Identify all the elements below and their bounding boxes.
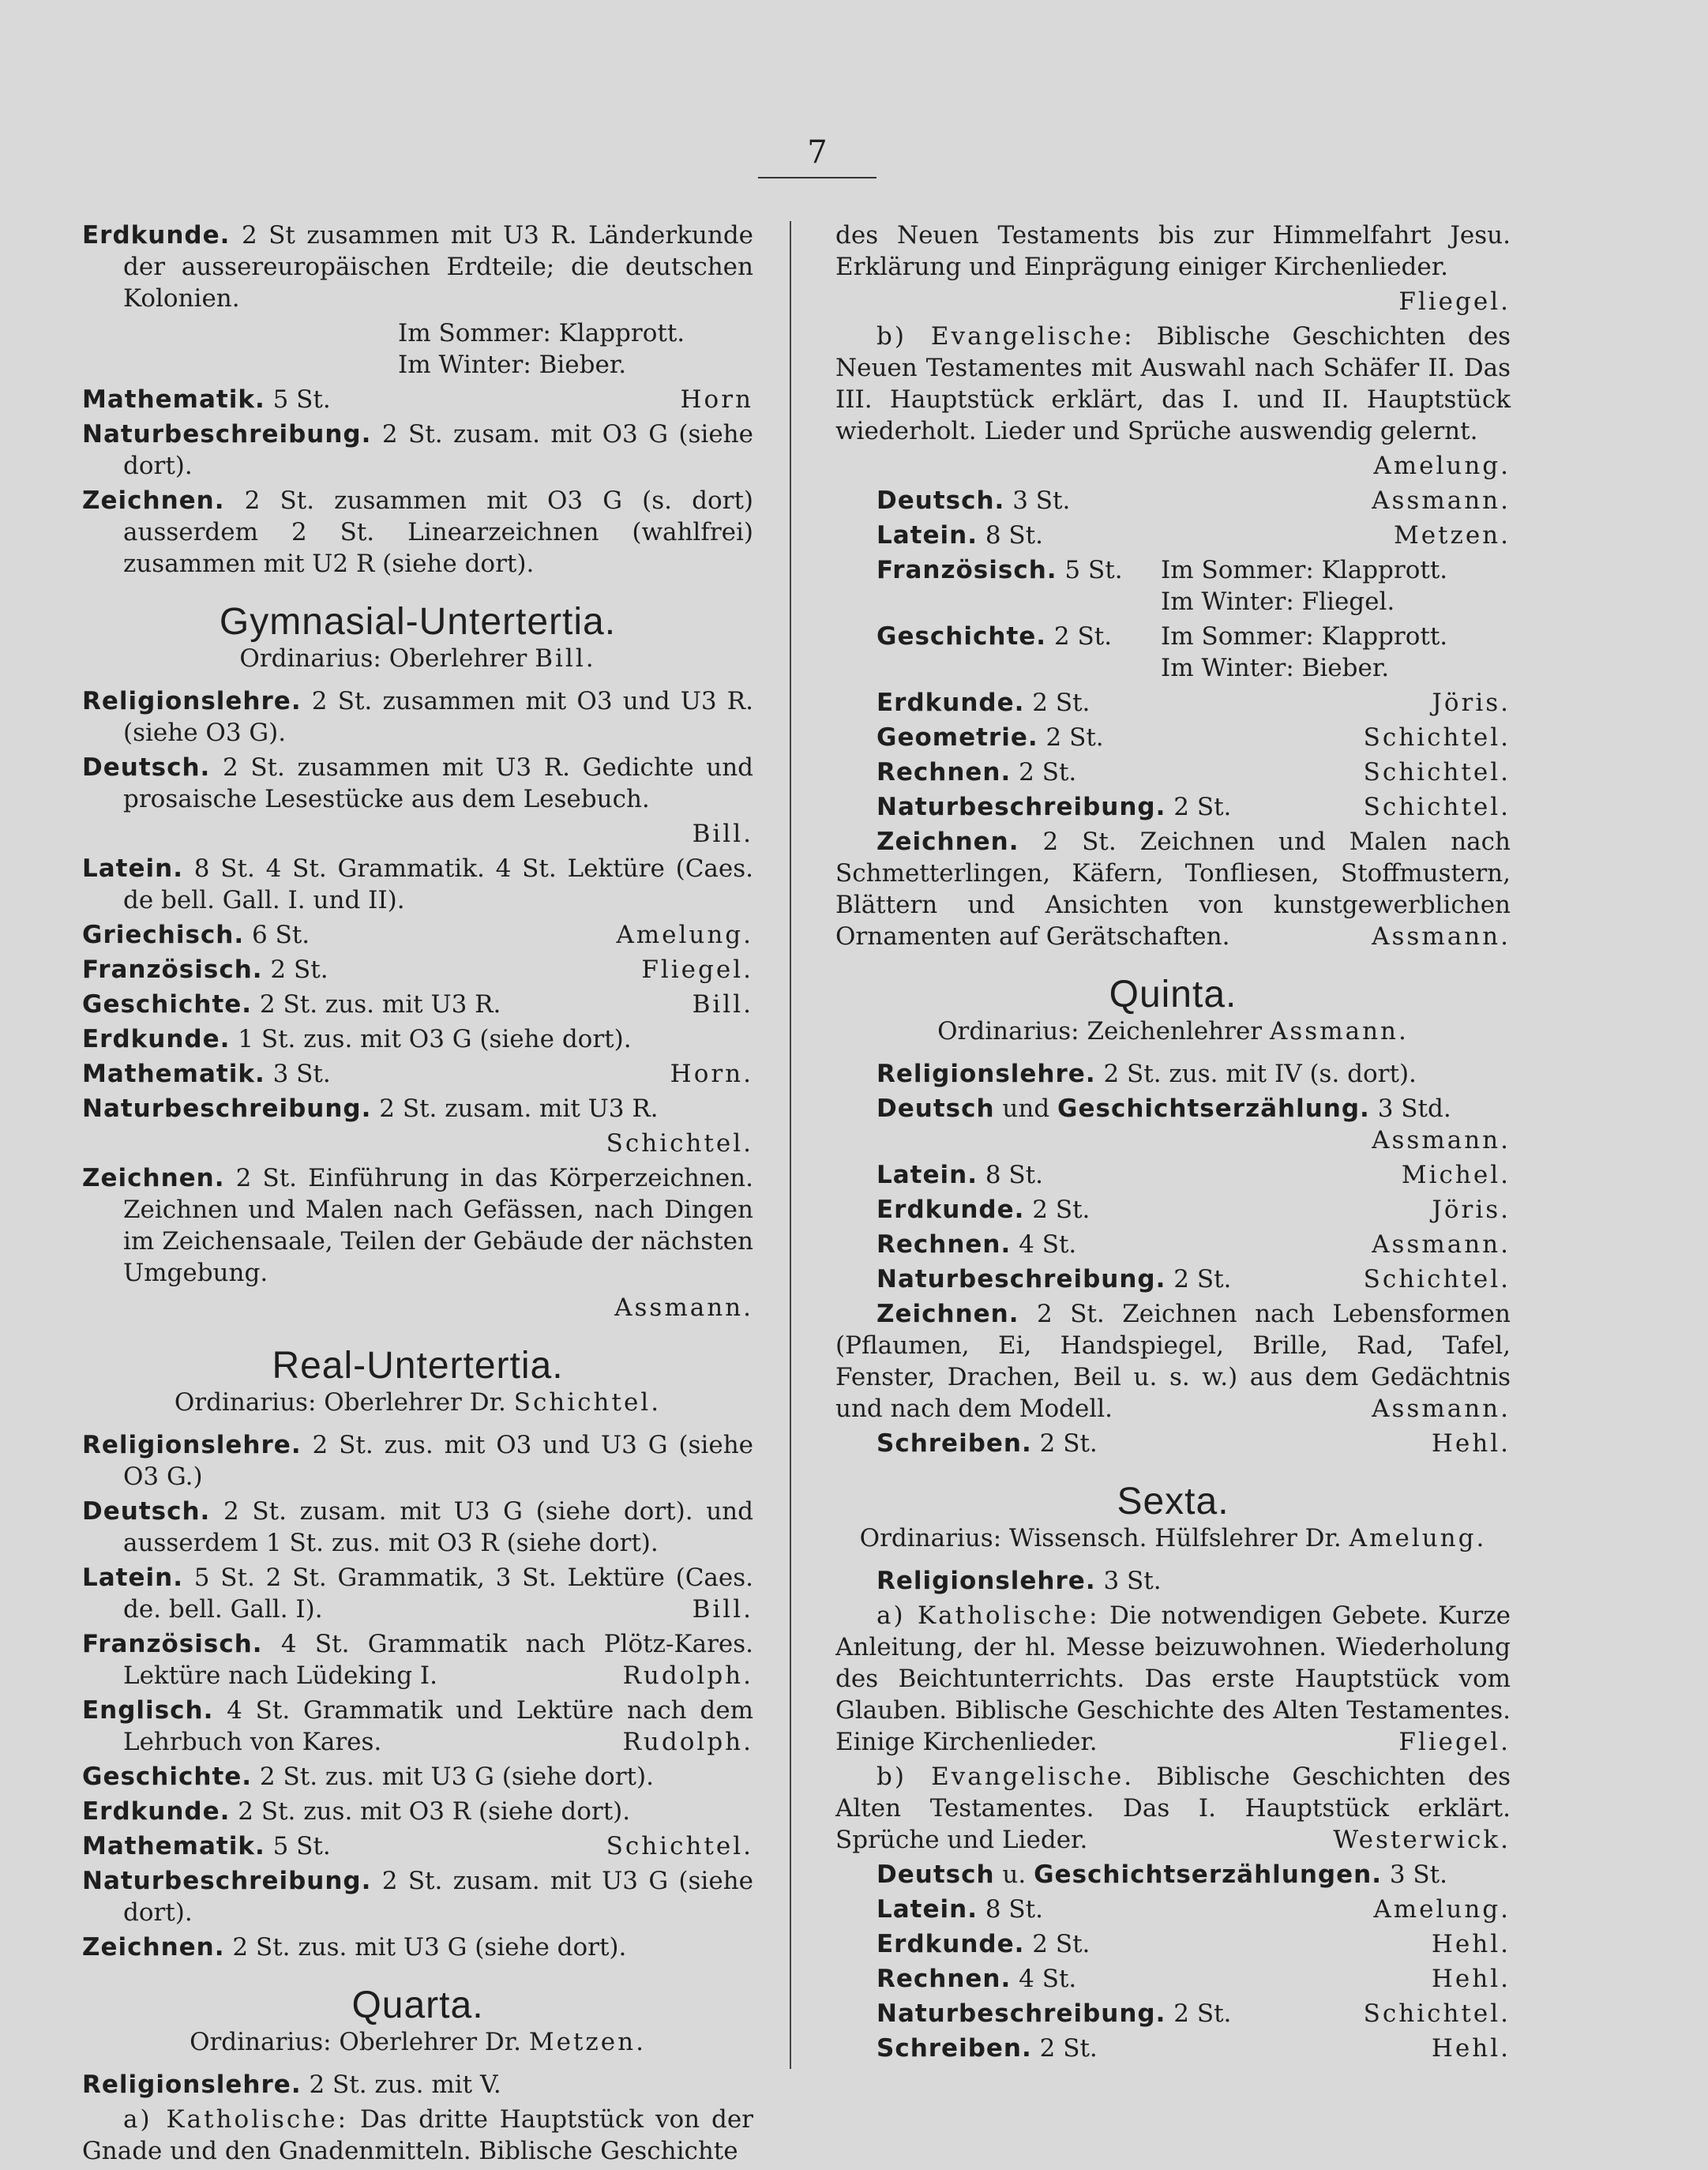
rechnen-entry: Rechnen. 4 St. Assmann. — [877, 1230, 1511, 1259]
geschichte-entry: Geschichte. 2 St. zus. mit U3 R. Bill. — [82, 990, 753, 1019]
naturbeschreibung-teacher: Schichtel. — [606, 1129, 753, 1158]
schreiben-entry: Schreiben. 2 St. Hehl. — [877, 1429, 1511, 1458]
erdkunde-entry: Erdkunde. 1 St. zus. mit O3 G (siehe dort). — [82, 1025, 632, 1053]
section-title-quinta: Quinta. — [1109, 974, 1237, 1016]
ordinarius-real-untertertia: Ordinarius: Oberlehrer Dr. Schichtel. — [174, 1388, 662, 1417]
erdkunde-entry: Erdkunde. 2 St. Jöris. — [877, 1196, 1511, 1224]
erdkunde-entry: Erdkunde. 2 St zusammen mit U3 R. Länderkunde der aussereuropäischen Erdteile; die deutschen Kolonien. — [82, 221, 754, 313]
section-title-sexta: Sexta. — [1117, 1481, 1229, 1522]
erdkunde-entry: Erdkunde. 2 St. zus. mit O3 R (siehe dort). — [82, 1797, 631, 1826]
franzoesisch-entry: Französisch. 2 St. Fliegel. — [82, 955, 753, 984]
rechnen-entry: Rechnen. 4 St. Hehl. — [877, 1965, 1511, 1993]
erdkunde-winter: Im Winter: Bieber. — [398, 351, 627, 379]
deutsch-teacher: Assmann. — [1372, 1126, 1511, 1154]
deutsch-entry: Deutsch und Geschichtserzählung. 3 Std. — [877, 1094, 1451, 1123]
section-title-quarta: Quarta. — [351, 1984, 484, 2026]
deutsch-entry: Deutsch. 2 St. zusam. mit U3 G (siehe dort). und ausserdem 1 St. zus. mit O3 R (siehe dort). — [82, 1497, 753, 1557]
ordinarius-quinta: Ordinarius: Zeichenlehrer Assmann. — [937, 1017, 1409, 1046]
griechisch-entry: Griechisch. 6 St. Amelung. — [82, 921, 753, 949]
zeichnen-entry: Zeichnen. 2 St. Einführung in das Körperzeichnen. Zeichnen und Malen nach Gefässen, nach Dingen im Zeichensaale, Teilen der Gebäude der nächsten Umgebung. — [82, 1164, 753, 1287]
katholisch-teacher: Fliegel. — [1398, 287, 1511, 316]
geschichte-entry: Geschichte. 2 St. zus. mit U3 G (siehe dort). — [82, 1763, 654, 1791]
religion-entry: Religionslehre. 3 St. — [877, 1567, 1162, 1595]
naturbeschreibung-entry: Naturbeschreibung. 2 St. zusam. mit O3 G (siehe dort). — [82, 420, 753, 480]
naturbeschreibung-entry: Naturbeschreibung. 2 St. Schichtel. — [877, 793, 1511, 821]
erdkunde-entry: Erdkunde. 2 St. Jöris. — [877, 689, 1511, 717]
katholisch-paragraph: a) Katholische: Das dritte Hauptstück von der Gnade und den Gnadenmitteln. Biblische Geschichte — [82, 2105, 753, 2165]
evangelisch-paragraph: b) Evangelische: Biblische Geschichten des Neuen Testamentes mit Auswahl nach Schäfer II. Das III. Hauptstück erklärt, das I. und II. Hauptstück wiederholt. Lieder und Sprüche auswendig gelernt. — [835, 322, 1511, 445]
latein-entry: Latein. 8 St. Amelung. — [877, 1895, 1511, 1924]
latein-entry: Latein. 8 St. 4 St. Grammatik. 4 St. Lektüre (Caes. de bell. Gall. I. und II). — [82, 854, 753, 914]
deutsch-entry: Deutsch. 3 St. Assmann. — [877, 486, 1511, 515]
zeichnen-teacher: Assmann. — [614, 1293, 753, 1322]
right-column — [835, 220, 1511, 2067]
franzoesisch-entry: Französisch. 5 St. Im Sommer: Klapprott. Im Winter: Fliegel. — [877, 556, 1448, 616]
deutsch-entry: Deutsch. 2 St. zusammen mit U3 R. Gedichte und prosaische Lesestücke aus dem Lesebuch. — [82, 753, 754, 813]
section-title-gym-untertertia: Gymnasial-Untertertia. — [219, 601, 617, 643]
erdkunde-entry: Erdkunde. 2 St. Hehl. — [877, 1930, 1511, 1958]
naturbeschreibung-entry: Naturbeschreibung. 2 St. Schichtel. — [877, 1265, 1511, 1293]
katholisch-paragraph: a) Katholische: Die notwendigen Gebete. Kurze Anleitung, der hl. Messe beizuwohnen. Wiederholung des Beichtunterrichts. Das erste Hauptstück vom Glauben. Biblische Geschichte des Alten Testamentes. Einige Kirchenlieder. Fliegel. — [835, 1601, 1511, 1756]
evangelisch-paragraph: b) Evangelische. Biblische Geschichten des Alten Testamentes. Das I. Hauptstück erklärt. Sprüche und Lieder. Westerwick. — [835, 1763, 1511, 1854]
zeichnen-entry: Zeichnen. 2 St. Zeichnen nach Lebensformen (Pflaumen, Ei, Handspiegel, Brille, Rad, Tafel, Fenster, Drachen, Beil u. s. w.) aus dem Gedächtnis und nach dem Modell. Assmann. — [835, 1300, 1511, 1423]
mathematik-entry: Mathematik. 5 St. Schichtel. — [82, 1832, 753, 1860]
zeichnen-entry: Zeichnen. 2 St. zusammen mit O3 G (s. dort) ausserdem 2 St. Linearzeichnen (wahlfrei) zusammen mit U2 R (siehe dort). — [82, 486, 754, 578]
zeichnen-entry: Zeichnen. 2 St. Zeichnen und Malen nach Schmetterlingen, Käfern, Tonfliesen, Stoffmustern, Blättern und Ansichten von kunstgewerblichen Ornamenten auf Gerätschaften. Assmann. — [835, 828, 1511, 951]
naturbeschreibung-entry: Naturbeschreibung. 2 St. Schichtel. — [877, 1999, 1511, 2028]
ordinarius-gym-untertertia: Ordinarius: Oberlehrer Bill. — [239, 644, 596, 673]
page-number: 7 — [758, 134, 877, 178]
religion-entry: Religionslehre. 2 St. zus. mit V. — [82, 2071, 501, 2099]
englisch-entry: Englisch. 4 St. Grammatik und Lektüre nach dem Lehrbuch von Kares. Rudolph. — [82, 1696, 754, 1756]
religion-entry: Religionslehre. 2 St. zus. mit O3 und U3 G (siehe O3 G.) — [82, 1431, 754, 1491]
latein-entry: Latein. 5 St. 2 St. Grammatik, 3 St. Lektüre (Caes. de. bell. Gall. I). Bill. — [82, 1564, 753, 1624]
deutsch-teacher: Bill. — [692, 820, 753, 848]
naturbeschreibung-entry: Naturbeschreibung. 2 St. zusam. mit U3 G (siehe dort). — [82, 1867, 753, 1927]
section-title-real-untertertia: Real-Untertertia. — [272, 1345, 564, 1387]
geometrie-entry: Geometrie. 2 St. Schichtel. — [877, 723, 1511, 752]
mathematik-entry: Mathematik. 5 St. Horn — [82, 385, 753, 414]
ordinarius-quarta: Ordinarius: Oberlehrer Dr. Metzen. — [190, 2028, 646, 2056]
naturbeschreibung-entry: Naturbeschreibung. 2 St. zusam. mit U3 R. — [82, 1094, 659, 1123]
religion-entry: Religionslehre. 2 St. zus. mit IV (s. dort). — [877, 1060, 1417, 1088]
rechnen-entry: Rechnen. 2 St. Schichtel. — [877, 758, 1511, 787]
latein-entry: Latein. 8 St. Michel. — [877, 1161, 1511, 1189]
geschichte-entry: Geschichte. 2 St. Im Sommer: Klapprott. Im Winter: Bieber. — [877, 622, 1448, 682]
left-column — [82, 220, 753, 2170]
religion-entry: Religionslehre. 2 St. zusammen mit O3 und U3 R. (siehe O3 G). — [82, 687, 753, 747]
column-divider — [790, 221, 791, 2069]
katholisch-continuation: des Neuen Testaments bis zur Himmelfahrt Jesu. Erklärung und Einprägung einiger Kirchenlieder. — [835, 221, 1511, 281]
schreiben-entry: Schreiben. 2 St. Hehl. — [877, 2034, 1511, 2063]
evangelisch-teacher: Amelung. — [1373, 452, 1511, 480]
mathematik-entry: Mathematik. 3 St. Horn. — [82, 1060, 753, 1088]
deutsch-entry: Deutsch u. Geschichtserzählungen. 3 St. — [877, 1860, 1447, 1889]
erdkunde-summer: Im Sommer: Klapprott. — [398, 319, 685, 347]
latein-entry: Latein. 8 St. Metzen. — [877, 521, 1511, 550]
zeichnen-entry: Zeichnen. 2 St. zus. mit U3 G (siehe dort). — [82, 1933, 627, 1962]
ordinarius-sexta: Ordinarius: Wissensch. Hülfslehrer Dr. Amelung. — [859, 1524, 1487, 1552]
franzoesisch-entry: Französisch. 4 St. Grammatik nach Plötz-Kares. Lektüre nach Lüdeking I. Rudolph. — [82, 1630, 753, 1690]
